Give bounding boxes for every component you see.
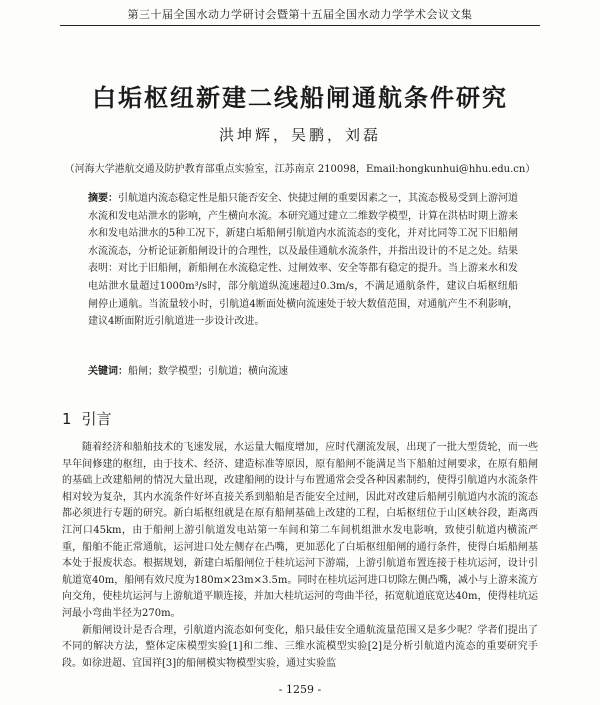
- affiliation: （河海大学港航交通及防护教育部重点实验室，江苏南京 210098，Email:hongkunhui@hhu.edu.cn）: [64, 164, 536, 175]
- paragraph: 新船闸设计是否合理，引航道内流态如何变化，船只最佳安全通航流量范围又是多少呢？学者们提出了不同的解决方法，整体定床模型实验[1]和二维、三维水流模型实验[2]是分析引航道内流态的重要研究手段。如徐进超、宜国祥[3]的船闸模实物模型实验，通过实验监: [62, 624, 538, 669]
- header-rule: [60, 25, 540, 26]
- abstract: [88, 190, 518, 331]
- abstract-text: 引航道内流态稳定性是船只能否安全、快捷过闸的重要因素之一，其流态极易受到上游河道水流和发电站泄水的影响，产生横向水流。本研究通过建立二维数学模型，计算在洪枯时期上游来水和发电站泄水的5种工况下，新建白垢船闸引航道内水流流态的变化，并对比同等工况下旧船闸水流流态，分析论证新船闸设计的合理性，以及最佳通航水流条件，并指出设计的不足之处。结果表明：对比于旧船闸，新船闸在水流稳定性、过闸效率、安全等都有稳定的提升。当上游来水和发电站泄水量超过1000m³/s时，部分航道纵流速超过0.3m/s，不满足通航条件，建议白垢枢纽船闸停止通航。当流量较小时，引航道4断面处横向流速处于较大数值范围，对通航产生不利影响，建议4断面附近引航道进一步设计改进。: [88, 193, 518, 328]
- keywords: [88, 364, 518, 380]
- section-title: 引言: [81, 410, 112, 428]
- section-heading: [62, 408, 112, 429]
- paper-title: 白垢枢纽新建二线船闸通航条件研究: [92, 84, 508, 112]
- running-header: 第三十届全国水动力学研讨会暨第十五届全国水动力学学术会议文集: [127, 8, 473, 21]
- body-text: [62, 440, 538, 672]
- paragraph: 随着经济和船舶技术的飞速发展，水运量大幅度增加，应时代潮流发展，出现了一批大型货轮，而一些早年间修建的枢纽，由于技术、经济、建造标准等原因，原有船闸不能满足当下船舶过闸要求，在原有船闸的基础上改建船闸的情况大量出现，改建船闸的设计与布置通常会受各种因素制约，使得引航道内水流条件相对较为复杂，其内水流条件好坏直接关系到船舶是否能安全过闸，因此对改建后船闸引航道内水流的流态都必须进行专题的研究。新白垢枢纽就是在原有船闸基础上改建的工程，白垢枢纽位于山区峡谷段，距离西江河口45km，由于船闸上游引航道发电站第一车间和第二车间机组泄水发电影响，致使引航道内横流严重，船舶不能正常通航，运河进口处左侧存在凸嘴，更加恶化了白垢枢纽船闸的通行条件，使得白垢船闸基本处于报废状态。根据规划，新建白垢船闸位于桂坑运河下游端，上游引航道布置连接于桂坑运河，设计引航道宽40m，船闸有效尺度为180m×23m×3.5m。同时在桂坑运河进口切除左侧凸嘴，减小与上游来流方向交角，使桂坑运河与上游航道平顺连接，并加大桂坑运河的弯曲半径，拓宽航道底宽达40m，使得桂坑运河最小弯曲半径为270m。: [62, 442, 538, 619]
- keywords-label: 关键词：: [88, 366, 128, 377]
- page-number: - 1259 -: [278, 683, 322, 696]
- keywords-text: 船闸；数学模型；引航道；横向流速: [128, 366, 288, 377]
- section-number: 1: [62, 410, 72, 428]
- authors: 洪坤辉，吴鹏，刘磊: [218, 126, 381, 144]
- abstract-label: 摘要：: [88, 193, 118, 204]
